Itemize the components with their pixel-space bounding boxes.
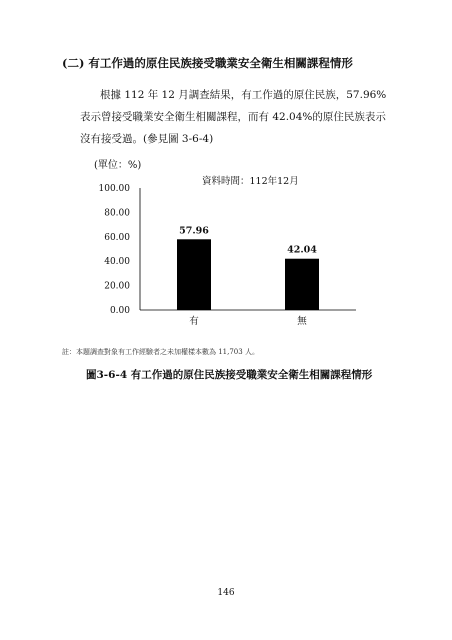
y-tick-label: 60.00	[104, 232, 130, 243]
data-time-annotation: 資料時間：112年12月	[202, 176, 299, 187]
y-tick-label: 20.00	[104, 281, 130, 292]
x-category-label: 有	[189, 316, 199, 327]
y-axis-ticks	[99, 184, 131, 316]
y-tick-label: 40.00	[104, 257, 130, 268]
x-axis-labels	[189, 315, 307, 327]
unit-label: (單位：%)	[94, 160, 142, 171]
section-heading: (二) 有工作過的原住民族接受職業安全衛生相關課程情形	[62, 56, 353, 70]
bar-yes	[177, 239, 211, 310]
bar-chart	[86, 150, 376, 340]
page-number: 146	[217, 588, 235, 598]
bar-value-label: 42.04	[287, 244, 317, 256]
bar-no	[285, 259, 319, 310]
bar-value-label: 57.96	[179, 225, 209, 237]
y-tick-label: 80.00	[104, 208, 130, 219]
figure-caption: 圖3-6-4 有工作過的原住民族接受職業安全衛生相關課程情形	[86, 369, 373, 381]
body-paragraph: 根據 112 年 12 月調查結果，有工作過的原住民族，57.96%表示曾接受職業安全衛生相關課程，而有 42.04%的原住民族表示沒有接受過。(參見圖 3-6-4)	[80, 89, 387, 145]
x-category-label: 無	[297, 316, 307, 327]
chart-note: 註：本題調查對象有工作經驗者之未加權樣本數為 11,703 人。	[62, 348, 259, 356]
y-tick-label: 100.00	[98, 184, 130, 194]
y-tick-label: 0.00	[109, 306, 130, 316]
